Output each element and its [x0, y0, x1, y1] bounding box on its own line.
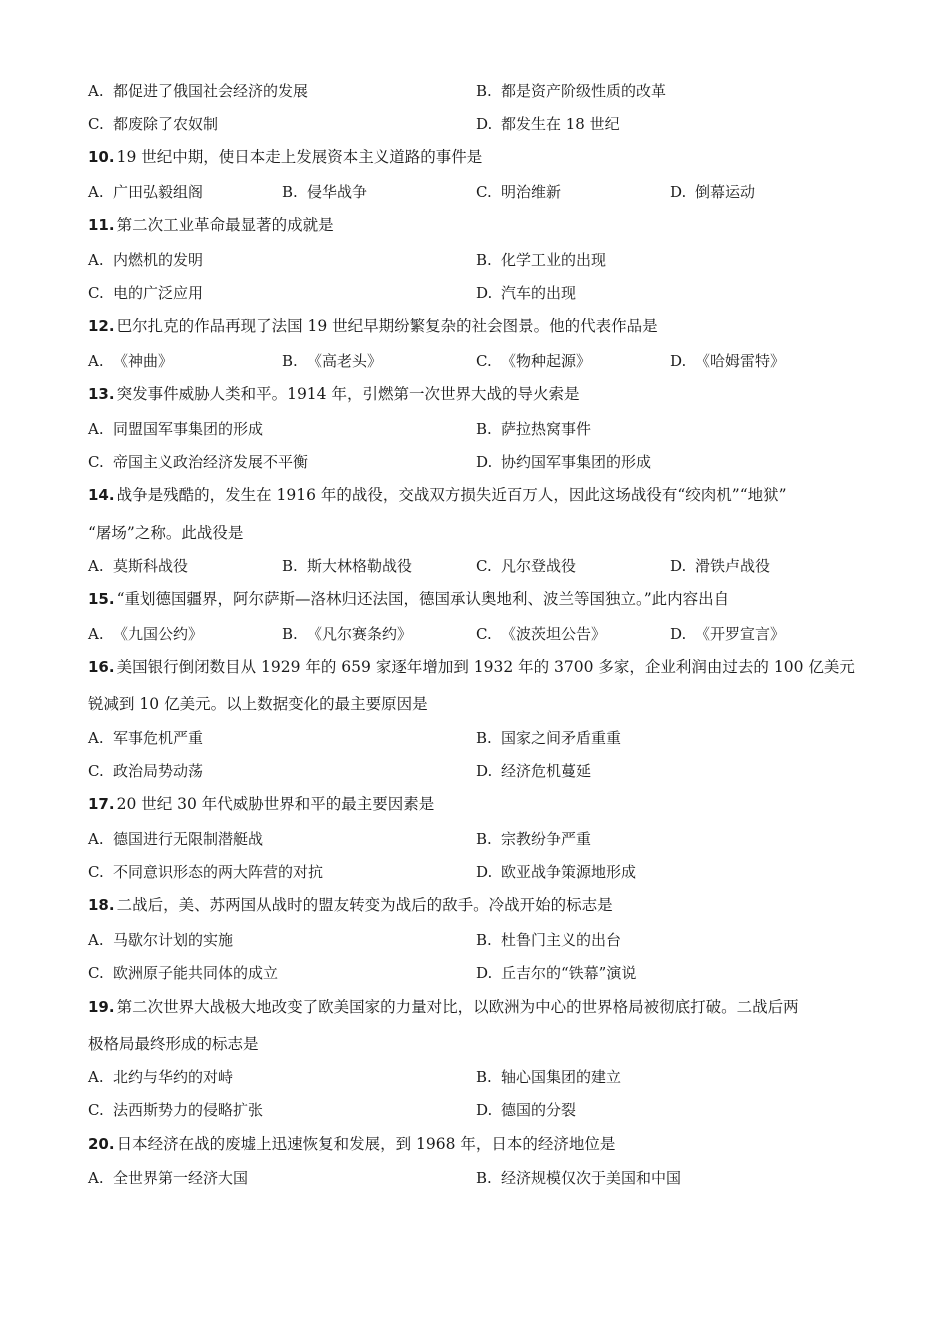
- q11-option-c[interactable]: [88, 281, 203, 305]
- option-text: 倒幕运动: [695, 183, 756, 201]
- option-key: D.: [476, 453, 493, 471]
- option-key: D.: [476, 284, 493, 302]
- option-key: B.: [476, 251, 492, 269]
- option-text: 同盟国军事集团的形成: [113, 420, 264, 438]
- option-text: 欧洲原子能共同体的成立: [113, 964, 279, 982]
- option-text: 不同意识形态的两大阵营的对抗: [113, 863, 324, 881]
- option-key: C.: [476, 352, 492, 370]
- q18-option-b[interactable]: [476, 928, 621, 952]
- option-text: 轴心国集团的建立: [501, 1068, 622, 1086]
- option-text: 北约与华约的对峙: [113, 1068, 234, 1086]
- question-number: 17.: [88, 795, 115, 813]
- option-text: 莫斯科战役: [113, 557, 189, 575]
- q16-option-d[interactable]: [476, 759, 591, 783]
- q14-option-c[interactable]: [476, 554, 576, 578]
- option-key: A.: [88, 352, 104, 370]
- option-text: 《波茨坦公告》: [501, 625, 607, 643]
- q17-option-d[interactable]: [476, 860, 636, 884]
- q14-stem-line-1: [88, 483, 787, 507]
- option-key: C.: [88, 762, 104, 780]
- q16-option-c[interactable]: [88, 759, 203, 783]
- option-key: A.: [88, 1169, 104, 1187]
- option-text: 萨拉热窝事件: [501, 420, 592, 438]
- q14-stem-line-2: [88, 521, 243, 545]
- q18-option-d[interactable]: [476, 961, 636, 985]
- question-text-continued: “屠场”之称。此战役是: [88, 524, 244, 542]
- question-text: 巴尔扎克的作品再现了法国 19 世纪早期纷繁复杂的社会图景。他的代表作品是: [116, 317, 658, 335]
- question-text: 20 世纪 30 年代威胁世界和平的最主要因素是: [116, 795, 435, 813]
- question-number: 13.: [88, 385, 115, 403]
- q9-option-b[interactable]: [476, 79, 666, 103]
- question-text: 第二次世界大战极大地改变了欧美国家的力量对比，以欧洲为中心的世界格局被彻底打破。二战后两: [116, 998, 799, 1016]
- q19-option-a[interactable]: [88, 1065, 233, 1089]
- question-number: 10.: [88, 148, 115, 166]
- q13-option-a[interactable]: [88, 417, 263, 441]
- q17-option-b[interactable]: [476, 827, 591, 851]
- option-key: B.: [476, 729, 492, 747]
- question-text: 美国银行倒闭数目从 1929 年的 659 家逐年增加到 1932 年的 3700 多家，企业利润由过去的 100 亿美元: [116, 658, 855, 676]
- option-key: D.: [670, 183, 687, 201]
- q12-option-b[interactable]: [282, 349, 382, 373]
- option-text: 杜鲁门主义的出台: [501, 931, 622, 949]
- option-text: 德国的分裂: [501, 1101, 577, 1119]
- question-number: 18.: [88, 896, 115, 914]
- option-key: A.: [88, 82, 104, 100]
- option-text: 宗教纷争严重: [501, 830, 592, 848]
- option-key: A.: [88, 625, 104, 643]
- question-number: 15.: [88, 590, 115, 608]
- option-text: 政治局势动荡: [113, 762, 204, 780]
- option-key: C.: [88, 453, 104, 471]
- q20-stem: [88, 1132, 615, 1156]
- option-text: 内燃机的发明: [113, 251, 204, 269]
- question-text: 第二次工业革命最显著的成就是: [116, 216, 334, 234]
- option-key: B.: [282, 352, 298, 370]
- q9-option-a[interactable]: [88, 79, 308, 103]
- q17-stem: [88, 792, 434, 816]
- question-text: 突发事件威胁人类和平。1914 年，引燃第一次世界大战的导火索是: [116, 385, 580, 403]
- option-text: 电的广泛应用: [113, 284, 204, 302]
- option-key: D.: [670, 625, 687, 643]
- option-key: C.: [476, 557, 492, 575]
- option-text: 都废除了农奴制: [113, 115, 219, 133]
- option-key: B.: [282, 183, 298, 201]
- option-key: D.: [476, 863, 493, 881]
- option-key: A.: [88, 931, 104, 949]
- question-text: 战争是残酷的，发生在 1916 年的战役，交战双方损失近百万人，因此这场战役有“绞肉机”“地狱”: [116, 486, 787, 504]
- question-text: 日本经济在战的废墟上迅速恢复和发展，到 1968 年，日本的经济地位是: [116, 1135, 616, 1153]
- question-text: 二战后，美、苏两国从战时的盟友转变为战后的敌手。冷战开始的标志是: [116, 896, 613, 914]
- option-key: D.: [476, 964, 493, 982]
- q16-stem-line-1: [88, 655, 855, 679]
- option-key: C.: [88, 964, 104, 982]
- option-text: 都发生在 18 世纪: [501, 115, 620, 133]
- question-number: 20.: [88, 1135, 115, 1153]
- q17-option-c[interactable]: [88, 860, 323, 884]
- q10-option-d[interactable]: [670, 180, 755, 204]
- option-text: 德国进行无限制潜艇战: [113, 830, 264, 848]
- option-text: 都促进了俄国社会经济的发展: [113, 82, 309, 100]
- q11-stem: [88, 213, 334, 237]
- option-text: 广田弘毅组阁: [113, 183, 204, 201]
- option-text: 欧亚战争策源地形成: [501, 863, 637, 881]
- q15-stem: [88, 587, 729, 611]
- option-text: 经济危机蔓延: [501, 762, 592, 780]
- option-text: 协约国军事集团的形成: [501, 453, 652, 471]
- option-key: B.: [282, 625, 298, 643]
- option-text: 丘吉尔的“铁幕”演说: [501, 964, 637, 982]
- q16-option-b[interactable]: [476, 726, 621, 750]
- option-text: 全世界第一经济大国: [113, 1169, 249, 1187]
- q14-option-d[interactable]: [670, 554, 770, 578]
- q13-option-b[interactable]: [476, 417, 591, 441]
- option-key: C.: [476, 183, 492, 201]
- option-key: A.: [88, 1068, 104, 1086]
- q13-option-c[interactable]: [88, 450, 308, 474]
- option-key: B.: [476, 931, 492, 949]
- option-text: 《物种起源》: [501, 352, 592, 370]
- option-key: B.: [476, 420, 492, 438]
- q12-option-d[interactable]: [670, 349, 785, 373]
- option-text: 经济规模仅次于美国和中国: [501, 1169, 682, 1187]
- q15-option-d[interactable]: [670, 622, 785, 646]
- q18-option-a[interactable]: [88, 928, 233, 952]
- q12-stem: [88, 314, 658, 338]
- option-text: 《凡尔赛条约》: [307, 625, 413, 643]
- q15-option-b[interactable]: [282, 622, 412, 646]
- q19-option-b[interactable]: [476, 1065, 621, 1089]
- q12-option-c[interactable]: [476, 349, 591, 373]
- option-text: 《九国公约》: [113, 625, 204, 643]
- option-key: C.: [476, 625, 492, 643]
- option-text: 斯大林格勒战役: [307, 557, 413, 575]
- option-key: C.: [88, 115, 104, 133]
- q11-option-b[interactable]: [476, 248, 606, 272]
- option-key: A.: [88, 420, 104, 438]
- option-key: B.: [476, 1068, 492, 1086]
- option-text: 凡尔登战役: [501, 557, 577, 575]
- q10-stem: [88, 145, 482, 169]
- option-key: D.: [476, 762, 493, 780]
- question-text-continued: 锐减到 10 亿美元。以上数据变化的最主要原因是: [88, 695, 428, 713]
- option-key: A.: [88, 729, 104, 747]
- option-key: A.: [88, 183, 104, 201]
- option-text: 滑铁卢战役: [695, 557, 771, 575]
- q10-option-c[interactable]: [476, 180, 561, 204]
- option-key: D.: [670, 557, 687, 575]
- option-key: B.: [476, 82, 492, 100]
- q9-option-c[interactable]: [88, 112, 218, 136]
- option-key: A.: [88, 830, 104, 848]
- question-number: 11.: [88, 216, 115, 234]
- question-number: 19.: [88, 998, 115, 1016]
- option-text: 马歇尔计划的实施: [113, 931, 234, 949]
- option-text: 都是资产阶级性质的改革: [501, 82, 667, 100]
- option-text: 《神曲》: [113, 352, 174, 370]
- option-text: 法西斯势力的侵略扩张: [113, 1101, 264, 1119]
- q16-stem-line-2: [88, 692, 428, 716]
- q19-stem-line-2: [88, 1032, 259, 1056]
- q19-option-d[interactable]: [476, 1098, 576, 1122]
- option-text: 《高老头》: [307, 352, 383, 370]
- q16-option-a[interactable]: [88, 726, 203, 750]
- q10-option-b[interactable]: [282, 180, 367, 204]
- q19-stem-line-1: [88, 995, 799, 1019]
- q15-option-a[interactable]: [88, 622, 203, 646]
- option-text: 汽车的出现: [501, 284, 577, 302]
- q18-stem: [88, 893, 613, 917]
- option-text: 化学工业的出现: [501, 251, 607, 269]
- question-text: 19 世纪中期，使日本走上发展资本主义道路的事件是: [116, 148, 483, 166]
- q15-option-c[interactable]: [476, 622, 606, 646]
- option-key: B.: [476, 830, 492, 848]
- option-key: D.: [476, 115, 493, 133]
- option-key: A.: [88, 251, 104, 269]
- option-key: B.: [476, 1169, 492, 1187]
- option-key: D.: [476, 1101, 493, 1119]
- q9-option-d[interactable]: [476, 112, 620, 136]
- option-key: D.: [670, 352, 687, 370]
- option-key: C.: [88, 284, 104, 302]
- q11-option-d[interactable]: [476, 281, 576, 305]
- option-key: C.: [88, 863, 104, 881]
- option-text: 明治维新: [501, 183, 562, 201]
- option-text: 国家之间矛盾重重: [501, 729, 622, 747]
- option-text: 《开罗宣言》: [695, 625, 786, 643]
- option-key: C.: [88, 1101, 104, 1119]
- question-text: “重划德国疆界，阿尔萨斯—洛林归还法国，德国承认奥地利、波兰等国独立。”此内容出自: [116, 590, 730, 608]
- q14-option-b[interactable]: [282, 554, 412, 578]
- q14-option-a[interactable]: [88, 554, 188, 578]
- q17-option-a[interactable]: [88, 827, 263, 851]
- question-number: 14.: [88, 486, 115, 504]
- q13-option-d[interactable]: [476, 450, 651, 474]
- option-key: A.: [88, 557, 104, 575]
- q11-option-a[interactable]: [88, 248, 203, 272]
- q10-option-a[interactable]: [88, 180, 203, 204]
- option-key: B.: [282, 557, 298, 575]
- option-text: 帝国主义政治经济发展不平衡: [113, 453, 309, 471]
- q12-option-a[interactable]: [88, 349, 173, 373]
- q13-stem: [88, 382, 579, 406]
- option-text: 《哈姆雷特》: [695, 352, 786, 370]
- question-number: 16.: [88, 658, 115, 676]
- question-text-continued: 极格局最终形成的标志是: [88, 1035, 259, 1053]
- option-text: 侵华战争: [307, 183, 368, 201]
- option-text: 军事危机严重: [113, 729, 204, 747]
- question-number: 12.: [88, 317, 115, 335]
- q20-option-b[interactable]: [476, 1166, 681, 1190]
- q18-option-c[interactable]: [88, 961, 278, 985]
- q20-option-a[interactable]: [88, 1166, 248, 1190]
- q19-option-c[interactable]: [88, 1098, 263, 1122]
